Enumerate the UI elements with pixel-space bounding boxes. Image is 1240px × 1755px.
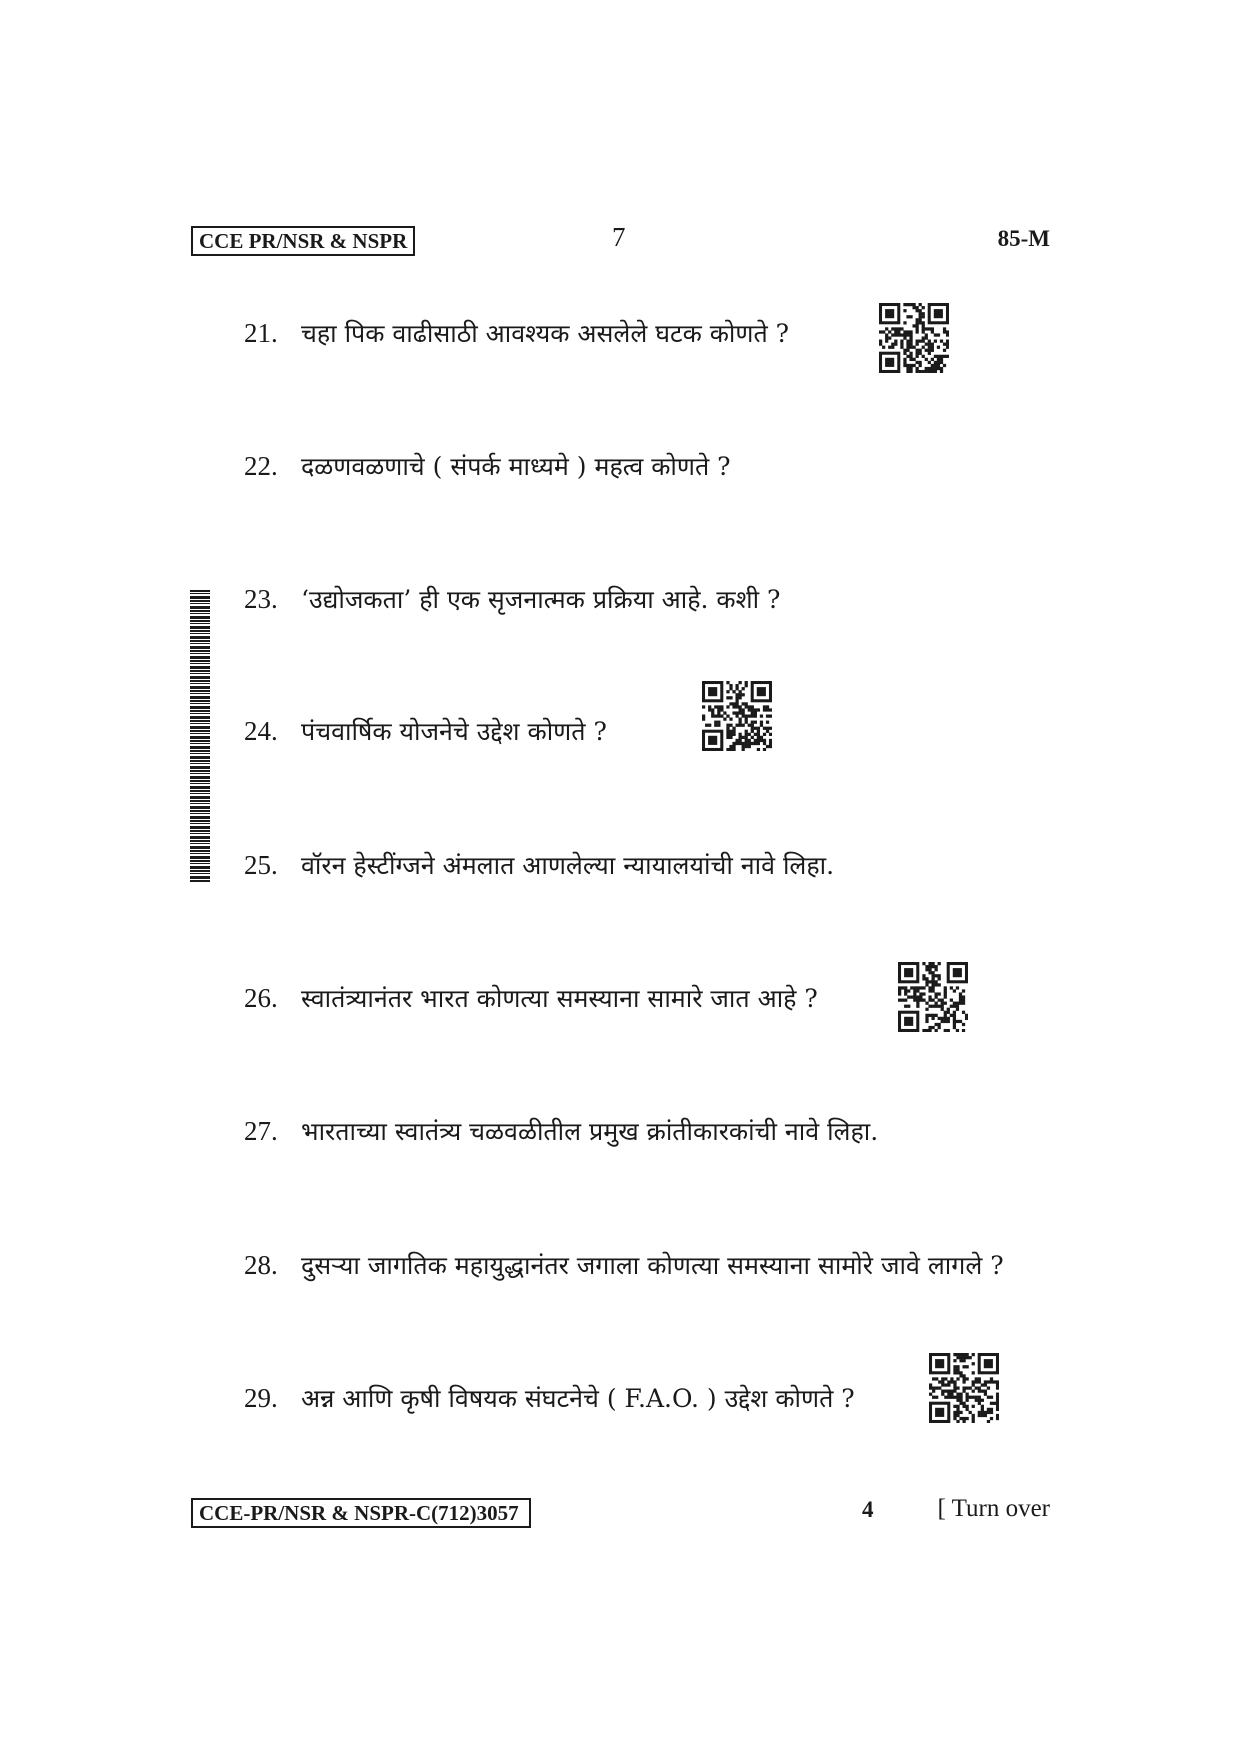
question-text: दुसऱ्या जागतिक महायुद्धानंतर जगाला कोणत्या समस्याना सामोरे जावे लागले ? — [301, 1251, 1004, 1280]
question-number: 21. — [244, 318, 278, 348]
question-text: स्वातंत्र्यानंतर भारत कोणत्या समस्याना सामारे जात आहे ? — [301, 984, 818, 1013]
question-number: 22. — [244, 451, 278, 481]
qr-code-icon — [702, 681, 772, 751]
question-number: 28. — [244, 1250, 278, 1280]
turn-over-label: [ Turn over — [937, 1495, 1050, 1522]
question-text: ‘उद्योजकता’ ही एक सृजनात्मक प्रक्रिया आहे. कशी ? — [301, 585, 781, 614]
qr-code-icon — [929, 1353, 999, 1423]
question-22 — [244, 449, 731, 483]
question-29 — [244, 1381, 855, 1415]
paper-code: 85-M — [997, 226, 1050, 251]
question-text: भारताच्या स्वातंत्र्य चळवळीतील प्रमुख क्रांतीकारकांची नावे लिहा. — [301, 1117, 879, 1146]
question-24 — [244, 714, 607, 748]
footer-page-number: 4 — [862, 1497, 874, 1522]
question-21 — [244, 316, 789, 350]
question-27 — [244, 1114, 878, 1148]
page-number: 7 — [612, 222, 626, 252]
question-25 — [244, 848, 834, 882]
question-text: वॉरन हेस्टींग्जने अंमलात आणलेल्या न्यायालयांची नावे लिहा. — [301, 851, 835, 880]
question-text: अन्न आणि कृषी विषयक संघटनेचे ( F.A.O. ) उद्देश कोणते ? — [301, 1384, 855, 1413]
question-number: 24. — [244, 716, 278, 746]
question-text: दळणवळणाचे ( संपर्क माध्यमे ) महत्व कोणते ? — [301, 452, 731, 481]
qr-code-icon — [898, 962, 968, 1032]
question-number: 26. — [244, 983, 278, 1013]
qr-code-icon — [879, 303, 949, 373]
question-number: 29. — [244, 1383, 278, 1413]
question-text: पंचवार्षिक योजनेचे उद्देश कोणते ? — [301, 717, 607, 746]
question-26 — [244, 981, 818, 1015]
header-code-box: CCE PR/NSR & NSPR — [191, 226, 415, 256]
question-number: 27. — [244, 1116, 278, 1146]
question-number: 25. — [244, 850, 278, 880]
question-28 — [244, 1248, 1004, 1282]
footer-code-box: CCE-PR/NSR & NSPR-C(712)3057 — [191, 1498, 531, 1528]
question-text: चहा पिक वाढीसाठी आवश्यक असलेले घटक कोणते ? — [301, 319, 790, 348]
question-number: 23. — [244, 584, 278, 614]
question-23 — [244, 582, 780, 616]
barcode-icon — [190, 590, 210, 882]
